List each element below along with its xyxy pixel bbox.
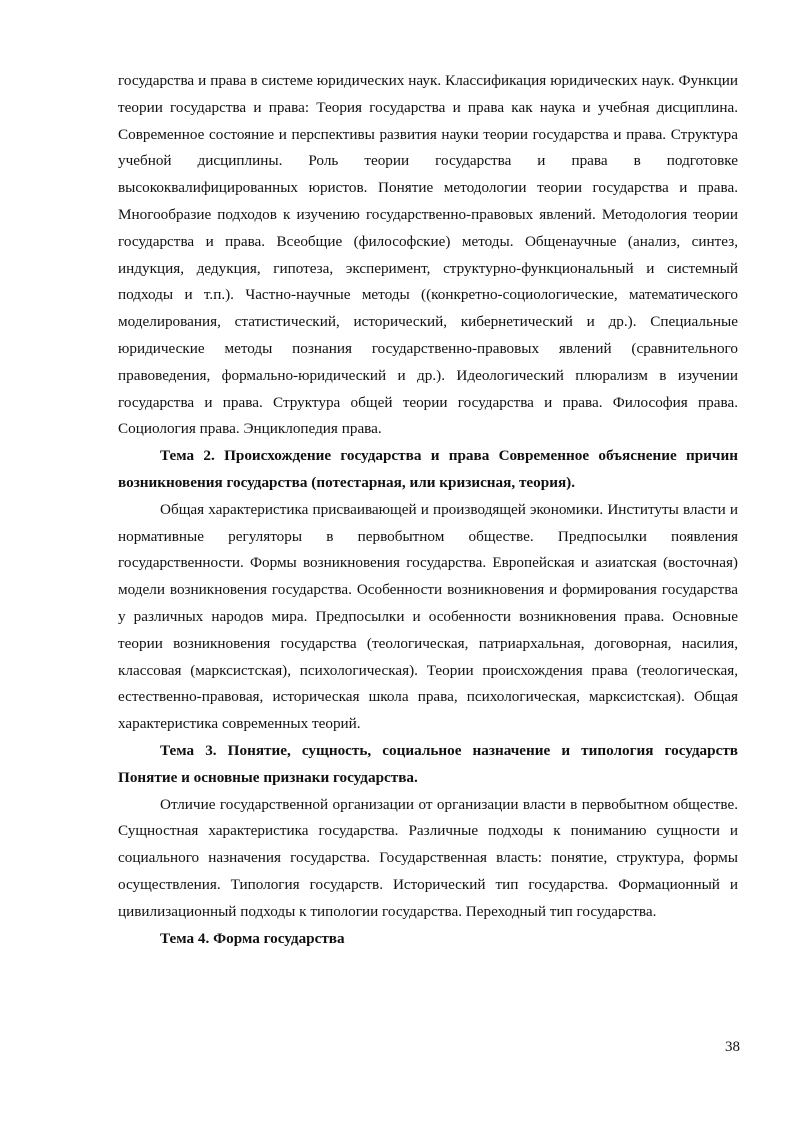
topic-3-heading: Тема 3. Понятие, сущность, социальное назначение и типология государств Понятие и основные признаки государства.: [118, 741, 738, 786]
document-body: [118, 68, 738, 952]
topic-4-heading: Тема 4. Форма государства: [160, 929, 345, 947]
topic-2-body: Общая характеристика присваивающей и производящей экономики. Институты власти и нормативные регуляторы в первобытном обществе. Предпосылки появления государственности. Формы возникновения государства. Европейская и азиатская (восточная) модели возникновения государства. Особенности возникновения и формирования государства у различных народов мира. Предпосылки и особенности возникновения права. Основные теории возникновения государства (теологическая, патриархальная, договорная, насилия, классовая (марксистская), психологическая). Теории происхождения права (теологическая, естественно-правовая, историческая школа права, психологическая, марксистская). Общая характеристика современных теорий.: [118, 500, 738, 733]
topic-2-heading: Тема 2. Происхождение государства и права Современное объяснение причин возникновения государства (потестарная, или кризисная, теория).: [118, 447, 738, 491]
page-number: 38: [725, 1039, 740, 1055]
paragraph-intro-continued: государства и права в системе юридических наук. Классификация юридических наук. Функции теории государства и права: Теория государства и права как наука и учебная дисциплина. Современное состояние и перспективы развития науки теории государства и права. Структура учебной дисциплины. Роль теории государства и права в подготовке высококвалифицированных юристов. Понятие методологии теории государства и права. Многообразие подходов к изучению государственно-правовых явлений. Методология теории государства и права. Всеобщие (философские) методы. Общенаучные (анализ, синтез, индукция, дедукция, гипотеза, эксперимент, структурно-функциональный и системный подходы и т.п.). Частно-научные методы ((конкретно-социологические, математического моделирования, статистический, исторический, кибернетический и др.). Специальные юридические методы познания государственно-правовых явлений (сравнительного правоведения, формально-юридический и др.). Идеологический плюрализм в изучении государства и права. Структура общей теории государства и права. Философия права. Социология права. Энциклопедия права.: [118, 72, 738, 438]
topic-3-body: Отличие государственной организации от организации власти в первобытном обществе. Сущностная характеристика государства. Различные подходы к пониманию сущности и социального назначения государства. Государственная власть: понятие, структура, формы осуществления. Типология государств. Исторический тип государства. Формационный и цивилизационный подходы к типологии государства. Переходный тип государства.: [118, 795, 738, 920]
